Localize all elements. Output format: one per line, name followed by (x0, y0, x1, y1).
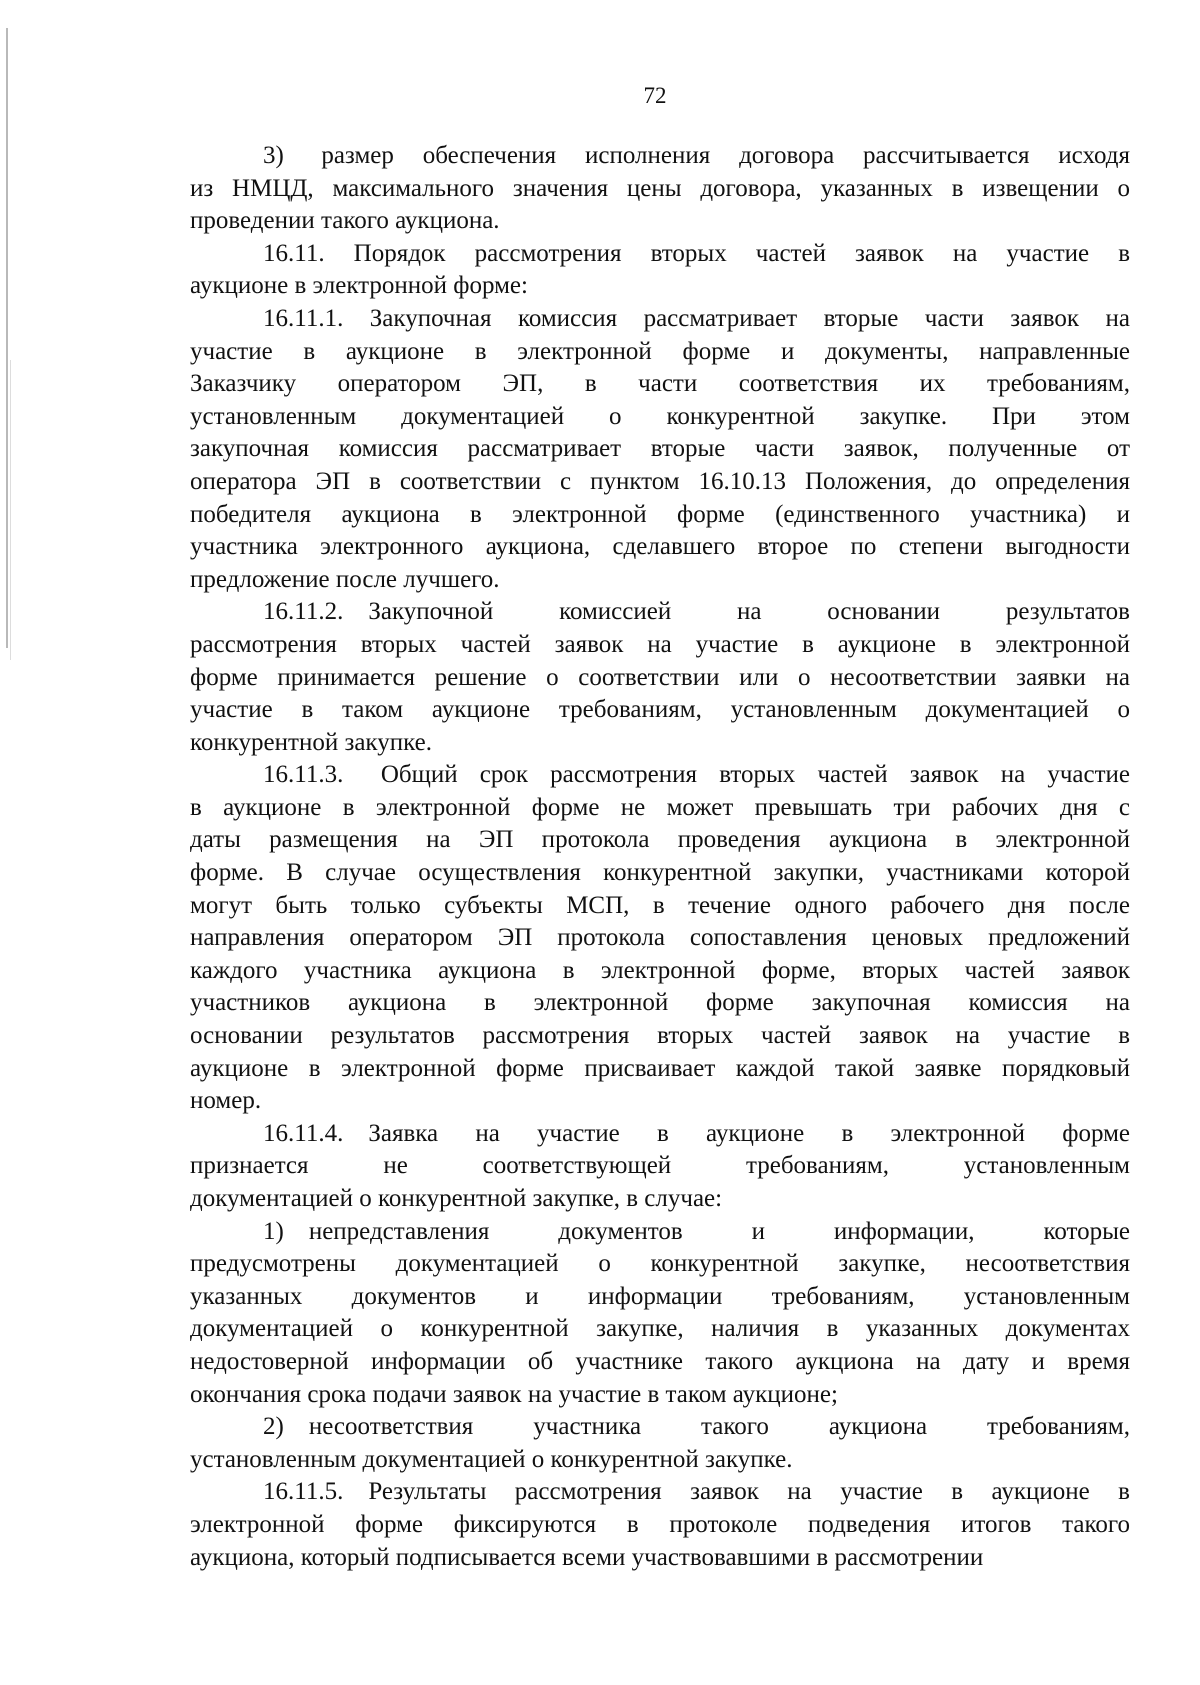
text-line-row (190, 1150, 1130, 1183)
text-line-row (190, 1444, 1130, 1477)
text-line-row (190, 1216, 1130, 1249)
text-line: 3) размер обеспечения исполнения договора рассчитывается исходя (263, 142, 1130, 169)
text-line: даты размещения на ЭП протокола проведения аукциона в электронной (190, 826, 1130, 854)
text-line: оператора ЭП в соответствии с пунктом 16.10.13 Положения, до определения (190, 467, 1130, 495)
text-line-row (190, 499, 1130, 532)
text-line-row (190, 1379, 1130, 1412)
text-line-row (190, 1346, 1130, 1379)
text-line-row (190, 1476, 1130, 1509)
scan-edge-line-faint (10, 360, 11, 660)
text-line: документацией о конкурентной закупке, наличия в указанных документах (190, 1315, 1130, 1343)
text-line: каждого участника аукциона в электронной форме, вторых частей заявок (190, 956, 1130, 984)
paragraph-16-11-3 (190, 759, 1130, 1118)
text-line-row (190, 1020, 1130, 1053)
text-line: предложение после лучшего. (190, 565, 500, 593)
text-line-row (190, 433, 1130, 466)
paragraph-item-1 (190, 1216, 1130, 1412)
paragraph-16-11-4 (190, 1118, 1130, 1216)
text-line-row (190, 401, 1130, 434)
text-line-row (190, 564, 1130, 597)
text-line-row (190, 1313, 1130, 1346)
text-line-row (190, 1183, 1130, 1216)
text-line-row (190, 303, 1130, 336)
text-line: 16.11.1. Закупочная комиссия рассматривает вторые части заявок на (263, 304, 1130, 332)
text-line: 16.11. Порядок рассмотрения вторых частей заявок на участие в (263, 239, 1130, 267)
text-line-row (190, 792, 1130, 825)
paragraph-item-2 (190, 1411, 1130, 1476)
text-line: направления оператором ЭП протокола сопоставления ценовых предложений (190, 924, 1130, 952)
text-line: проведении такого аукциона. (190, 207, 500, 235)
text-line: рассмотрения вторых частей заявок на участие в аукционе в электронной (190, 630, 1130, 658)
text-line: установленным документацией о конкурентной закупке. При этом (190, 402, 1130, 430)
text-line-row (190, 368, 1130, 401)
text-line: документацией о конкурентной закупке, в случае: (190, 1185, 723, 1212)
text-line: аукциона, который подписывается всеми участвовавшими в рассмотрении (190, 1543, 984, 1571)
text-line: электронной форме фиксируются в протоколе подведения итогов такого (190, 1510, 1130, 1538)
scan-edge-line (6, 28, 8, 648)
text-line-row (190, 662, 1130, 695)
text-line: участника электронного аукциона, сделавшего второе по степени выгодности (190, 533, 1130, 561)
text-line: указанных документов и информации требованиям, установленным (190, 1282, 1130, 1310)
text-line-row (190, 987, 1130, 1020)
text-line: в аукционе в электронной форме не может превышать три рабочих дня с (190, 793, 1130, 821)
text-line: установленным документацией о конкурентной закупке. (190, 1445, 793, 1473)
text-line-row (190, 1118, 1130, 1151)
text-line-row (190, 955, 1130, 988)
text-line-row (190, 629, 1130, 662)
text-line: 2) несоответствия участника такого аукциона требованиям, (263, 1413, 1130, 1441)
text-line-row (190, 205, 1130, 238)
text-line: участие в аукционе в электронной форме и документы, направленные (190, 337, 1130, 365)
text-line: номер. (190, 1087, 262, 1115)
text-line-row (190, 1053, 1130, 1086)
text-line: 1) непредставления документов и информации, которые (263, 1217, 1130, 1245)
text-line-row (190, 759, 1130, 792)
text-line: предусмотрены документацией о конкурентной закупке, несоответствия (190, 1250, 1130, 1278)
paragraph-16-11 (190, 238, 1130, 303)
text-line: 16.11.3. Общий срок рассмотрения вторых частей заявок на участие (263, 761, 1130, 789)
text-line-row (190, 336, 1130, 369)
text-line-row (190, 270, 1130, 303)
text-line: аукционе в электронной форме: (190, 272, 528, 300)
text-line: форме. В случае осуществления конкурентной закупки, участниками которой (190, 859, 1130, 887)
text-line: конкурентной закупке. (190, 728, 432, 756)
paragraph-16-11-1 (190, 303, 1130, 596)
text-line: из НМЦД, максимального значения цены договора, указанных в извещении о (190, 174, 1130, 202)
text-line-row (190, 140, 1130, 173)
text-line: 16.11.2. Закупочной комиссией на основании результатов (263, 598, 1130, 626)
paragraph-guarantee-size (190, 140, 1130, 238)
text-line: 16.11.5. Результаты рассмотрения заявок на участие в аукционе в (263, 1478, 1130, 1506)
text-line-row (190, 1411, 1130, 1444)
text-line-row (190, 1542, 1130, 1575)
text-line-row (190, 1509, 1130, 1542)
text-line-row (190, 890, 1130, 923)
document-body (190, 140, 1130, 1574)
text-line: могут быть только субъекты МСП, в течение одного рабочего дня после (190, 891, 1130, 919)
text-line-row (190, 922, 1130, 955)
text-line-row (190, 1248, 1130, 1281)
text-line-row (190, 857, 1130, 890)
text-line-row (190, 727, 1130, 760)
text-line: участников аукциона в электронной форме закупочная комиссия на (190, 989, 1130, 1017)
text-line: форме принимается решение о соответствии или о несоответствии заявки на (190, 663, 1130, 691)
text-line-row (190, 596, 1130, 629)
text-line-row (190, 466, 1130, 499)
text-line: аукционе в электронной форме присваивает каждой такой заявке порядковый (190, 1054, 1130, 1082)
text-line-row (190, 694, 1130, 727)
text-line-row (190, 173, 1130, 206)
text-line: Заказчику оператором ЭП, в части соответствия их требованиям, (190, 370, 1130, 398)
text-line: победителя аукциона в электронной форме (единственного участника) и (190, 500, 1130, 528)
text-line: основании результатов рассмотрения вторых частей заявок на участие в (190, 1022, 1130, 1050)
text-line-row (190, 531, 1130, 564)
text-line: 16.11.4. Заявка на участие в аукционе в электронной форме (263, 1119, 1130, 1147)
text-line: закупочная комиссия рассматривает вторые части заявок, полученные от (190, 435, 1130, 463)
paragraph-16-11-2 (190, 596, 1130, 759)
paragraph-16-11-5 (190, 1476, 1130, 1574)
text-line: участие в таком аукционе требованиям, установленным документацией о (190, 696, 1130, 724)
text-line-row (190, 1085, 1130, 1118)
text-line: признается не соответствующей требованиям, установленным (190, 1152, 1130, 1180)
text-line: недостоверной информации об участнике такого аукциона на дату и время (190, 1347, 1130, 1375)
page-number: 72 (643, 83, 667, 108)
text-line-row (190, 824, 1130, 857)
text-line-row (190, 1281, 1130, 1314)
text-line: окончания срока подачи заявок на участие в таком аукционе; (190, 1380, 838, 1408)
text-line-row (190, 238, 1130, 271)
